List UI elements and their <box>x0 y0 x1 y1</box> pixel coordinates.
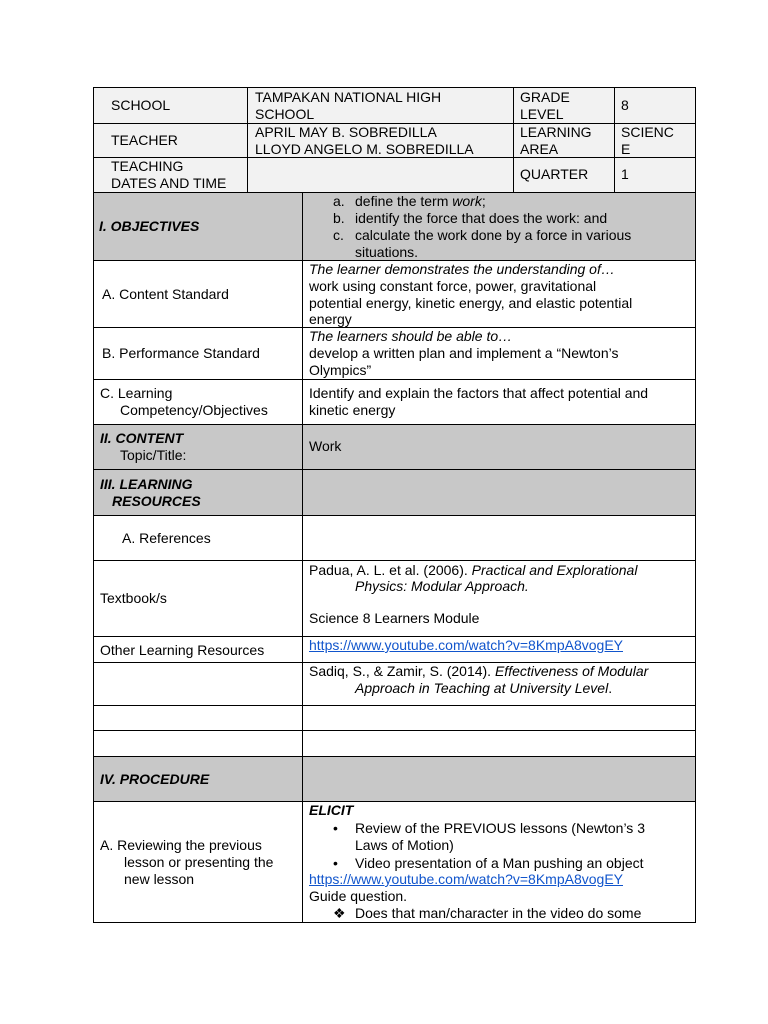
procedure-label-cell <box>94 757 303 801</box>
objective-a-term: work <box>452 193 482 209</box>
competency-label-cell <box>94 380 303 424</box>
performance-standard-label: B. Performance Standard <box>102 345 260 361</box>
bullet-icon: • <box>333 855 338 871</box>
content-topic: Work <box>309 438 342 454</box>
other-resources-label-cell <box>94 637 303 662</box>
diamond-bullet-icon: ❖ <box>333 905 346 921</box>
elicit-heading: ELICIT <box>309 802 354 818</box>
area-label-cell <box>513 123 615 158</box>
empty-row-1-left <box>94 706 303 730</box>
textbook-label: Textbook/s <box>100 590 167 606</box>
other-resources-row <box>93 636 696 663</box>
content-standard-intro: The learner demonstrates the understanding of… <box>309 261 615 277</box>
guide-question: Does that man/character in the video do some <box>355 905 642 921</box>
teacher-label-cell <box>93 123 248 158</box>
objective-item-b: identify the force that does the work: and <box>355 210 608 226</box>
other-resources-label: Other Learning Resources <box>100 642 265 658</box>
procedure-video-link[interactable]: https://www.youtube.com/watch?v=8KmpA8vogEY <box>309 871 623 887</box>
content-standard-line-2: potential energy, kinetic energy, and elastic potential <box>309 295 633 311</box>
textbook-citation-1 <box>309 562 637 579</box>
extra-reference-tail: . <box>608 680 613 696</box>
competency-row <box>93 379 696 425</box>
dates-label-line-1: TEACHING <box>111 158 184 174</box>
content-value-cell <box>303 425 695 469</box>
teacher-name-1: APRIL MAY B. SOBREDILLA <box>255 124 437 140</box>
references-row <box>93 515 696 561</box>
objective-item-a <box>355 193 486 210</box>
competency-line-2: kinetic energy <box>309 402 396 418</box>
teacher-label: TEACHER <box>111 132 178 148</box>
references-value-cell <box>303 516 695 560</box>
content-standard-line-1: work using constant force, power, gravitational <box>309 278 597 294</box>
content-standard-label: A. Content Standard <box>102 286 229 302</box>
extra-reference-label-cell <box>94 663 303 705</box>
competency-label-line-2: Competency/Objectives <box>120 402 268 418</box>
objectives-heading: I. OBJECTIVES <box>99 218 200 234</box>
dates-label-cell <box>93 157 248 193</box>
teacher-name-2: LLOYD ANGELO M. SOBREDILLA <box>255 141 474 157</box>
textbook-1-authors: Padua, A. L. et al. (2006). <box>309 562 472 578</box>
objective-a-tail: ; <box>481 193 486 209</box>
quarter-value-cell <box>614 157 696 193</box>
grade-value-cell <box>614 87 696 124</box>
school-value-cell <box>247 87 514 124</box>
resources-label-cell <box>94 470 303 515</box>
area-label-line-1: LEARNING <box>520 124 592 140</box>
resources-value-cell <box>303 470 695 515</box>
procedure-a-label-cell <box>94 802 303 922</box>
procedure-heading: IV. PROCEDURE <box>100 771 210 787</box>
references-label: A. References <box>122 530 211 546</box>
performance-standard-label-cell <box>94 328 303 379</box>
textbook-citation-1-cont: Physics: Modular Approach. <box>355 578 529 594</box>
extra-reference-citation-cont <box>355 680 612 697</box>
performance-standard-row <box>93 327 696 380</box>
competency-label-line-1: C. Learning <box>100 385 173 401</box>
other-resources-value-cell <box>303 637 695 662</box>
objective-marker-a: a. <box>333 193 345 209</box>
extra-reference-row <box>93 662 696 706</box>
bullet-1-line-1: Review of the PREVIOUS lessons (Newton’s 3 <box>355 820 645 836</box>
textbook-row <box>93 560 696 637</box>
objectives-list <box>303 193 695 260</box>
empty-row-1 <box>93 705 696 731</box>
textbook-citation-2: Science 8 Learners Module <box>309 610 480 626</box>
area-value-cell <box>614 123 696 158</box>
procedure-a-label-line-3: new lesson <box>124 871 195 887</box>
textbook-value-cell <box>303 561 695 636</box>
resources-heading-line-1: III. LEARNING <box>100 476 193 492</box>
extra-reference-value-cell <box>303 663 695 705</box>
competency-line-1: Identify and explain the factors that affect potential and <box>309 385 649 401</box>
content-row <box>93 424 696 470</box>
procedure-value-cell <box>303 757 695 801</box>
textbook-label-cell <box>94 561 303 636</box>
content-standard-row <box>93 260 696 328</box>
empty-row-2 <box>93 730 696 757</box>
grade-label-line-2: LEVEL <box>520 106 564 122</box>
grade-value: 8 <box>621 97 629 113</box>
procedure-row <box>93 756 696 802</box>
procedure-a-row <box>93 801 696 923</box>
procedure-a-label-line-1: A. Reviewing the previous <box>100 837 262 853</box>
objective-item-c-cont: situations. <box>355 244 419 260</box>
extra-reference-title-cont: Approach in Teaching at University Level <box>355 680 609 696</box>
bullet-icon: • <box>333 820 338 836</box>
resources-row <box>93 469 696 516</box>
extra-reference-authors: Sadiq, S., & Zamir, S. (2014). <box>309 663 495 679</box>
area-value-line-2: E <box>621 141 631 157</box>
references-label-cell <box>94 516 303 560</box>
bullet-2: Video presentation of a Man pushing an object <box>355 855 644 871</box>
content-subheading: Topic/Title: <box>120 447 187 463</box>
content-standard-label-cell <box>94 261 303 327</box>
content-heading: II. CONTENT <box>100 430 184 446</box>
empty-row-2-right <box>303 731 695 756</box>
area-label-line-2: AREA <box>520 141 559 157</box>
objective-marker-c: c. <box>333 227 344 243</box>
objective-a-text: define the term <box>355 193 453 209</box>
empty-row-2-left <box>94 731 303 756</box>
grade-label-line-1: GRADE <box>520 89 570 105</box>
objective-marker-b: b. <box>333 210 345 226</box>
guide-question-label: Guide question. <box>309 888 408 904</box>
objectives-label-cell <box>94 193 303 260</box>
empty-row-1-right <box>303 706 695 730</box>
objectives-row <box>93 192 696 261</box>
performance-standard-line-1: develop a written plan and implement a “Newton’s <box>309 345 619 361</box>
procedure-a-value-cell <box>303 802 695 922</box>
content-standard-value-cell <box>303 261 695 327</box>
textbook-1-title: Practical and Explorational <box>471 562 638 578</box>
dates-value-cell <box>247 157 514 193</box>
objective-item-c: calculate the work done by a force in various <box>355 227 632 243</box>
quarter-label: QUARTER <box>520 166 589 182</box>
area-value-line-1: SCIENC <box>621 124 674 140</box>
procedure-a-label-line-2: lesson or presenting the <box>124 854 274 870</box>
bullet-1-line-2: Laws of Motion) <box>355 837 454 853</box>
resources-heading-line-2: RESOURCES <box>112 493 201 509</box>
quarter-value: 1 <box>621 166 629 182</box>
content-label-cell <box>94 425 303 469</box>
quarter-label-cell <box>513 157 615 193</box>
school-label: SCHOOL <box>111 97 171 113</box>
content-standard-line-3: energy <box>309 311 352 327</box>
competency-value-cell <box>303 380 695 424</box>
performance-standard-line-2: Olympics” <box>309 362 372 378</box>
dates-label-line-2: DATES AND TIME <box>111 175 227 191</box>
teacher-value-cell <box>247 123 514 158</box>
school-label-cell <box>93 87 248 124</box>
school-value-line-1: TAMPAKAN NATIONAL HIGH <box>255 89 442 105</box>
other-resources-link[interactable]: https://www.youtube.com/watch?v=8KmpA8vogEY <box>309 637 623 653</box>
extra-reference-citation <box>309 663 648 680</box>
extra-reference-title: Effectiveness of Modular <box>494 663 649 679</box>
performance-standard-value-cell <box>303 328 695 379</box>
grade-label-cell <box>513 87 615 124</box>
school-value-line-2: SCHOOL <box>255 106 315 122</box>
performance-standard-intro: The learners should be able to… <box>309 328 513 344</box>
